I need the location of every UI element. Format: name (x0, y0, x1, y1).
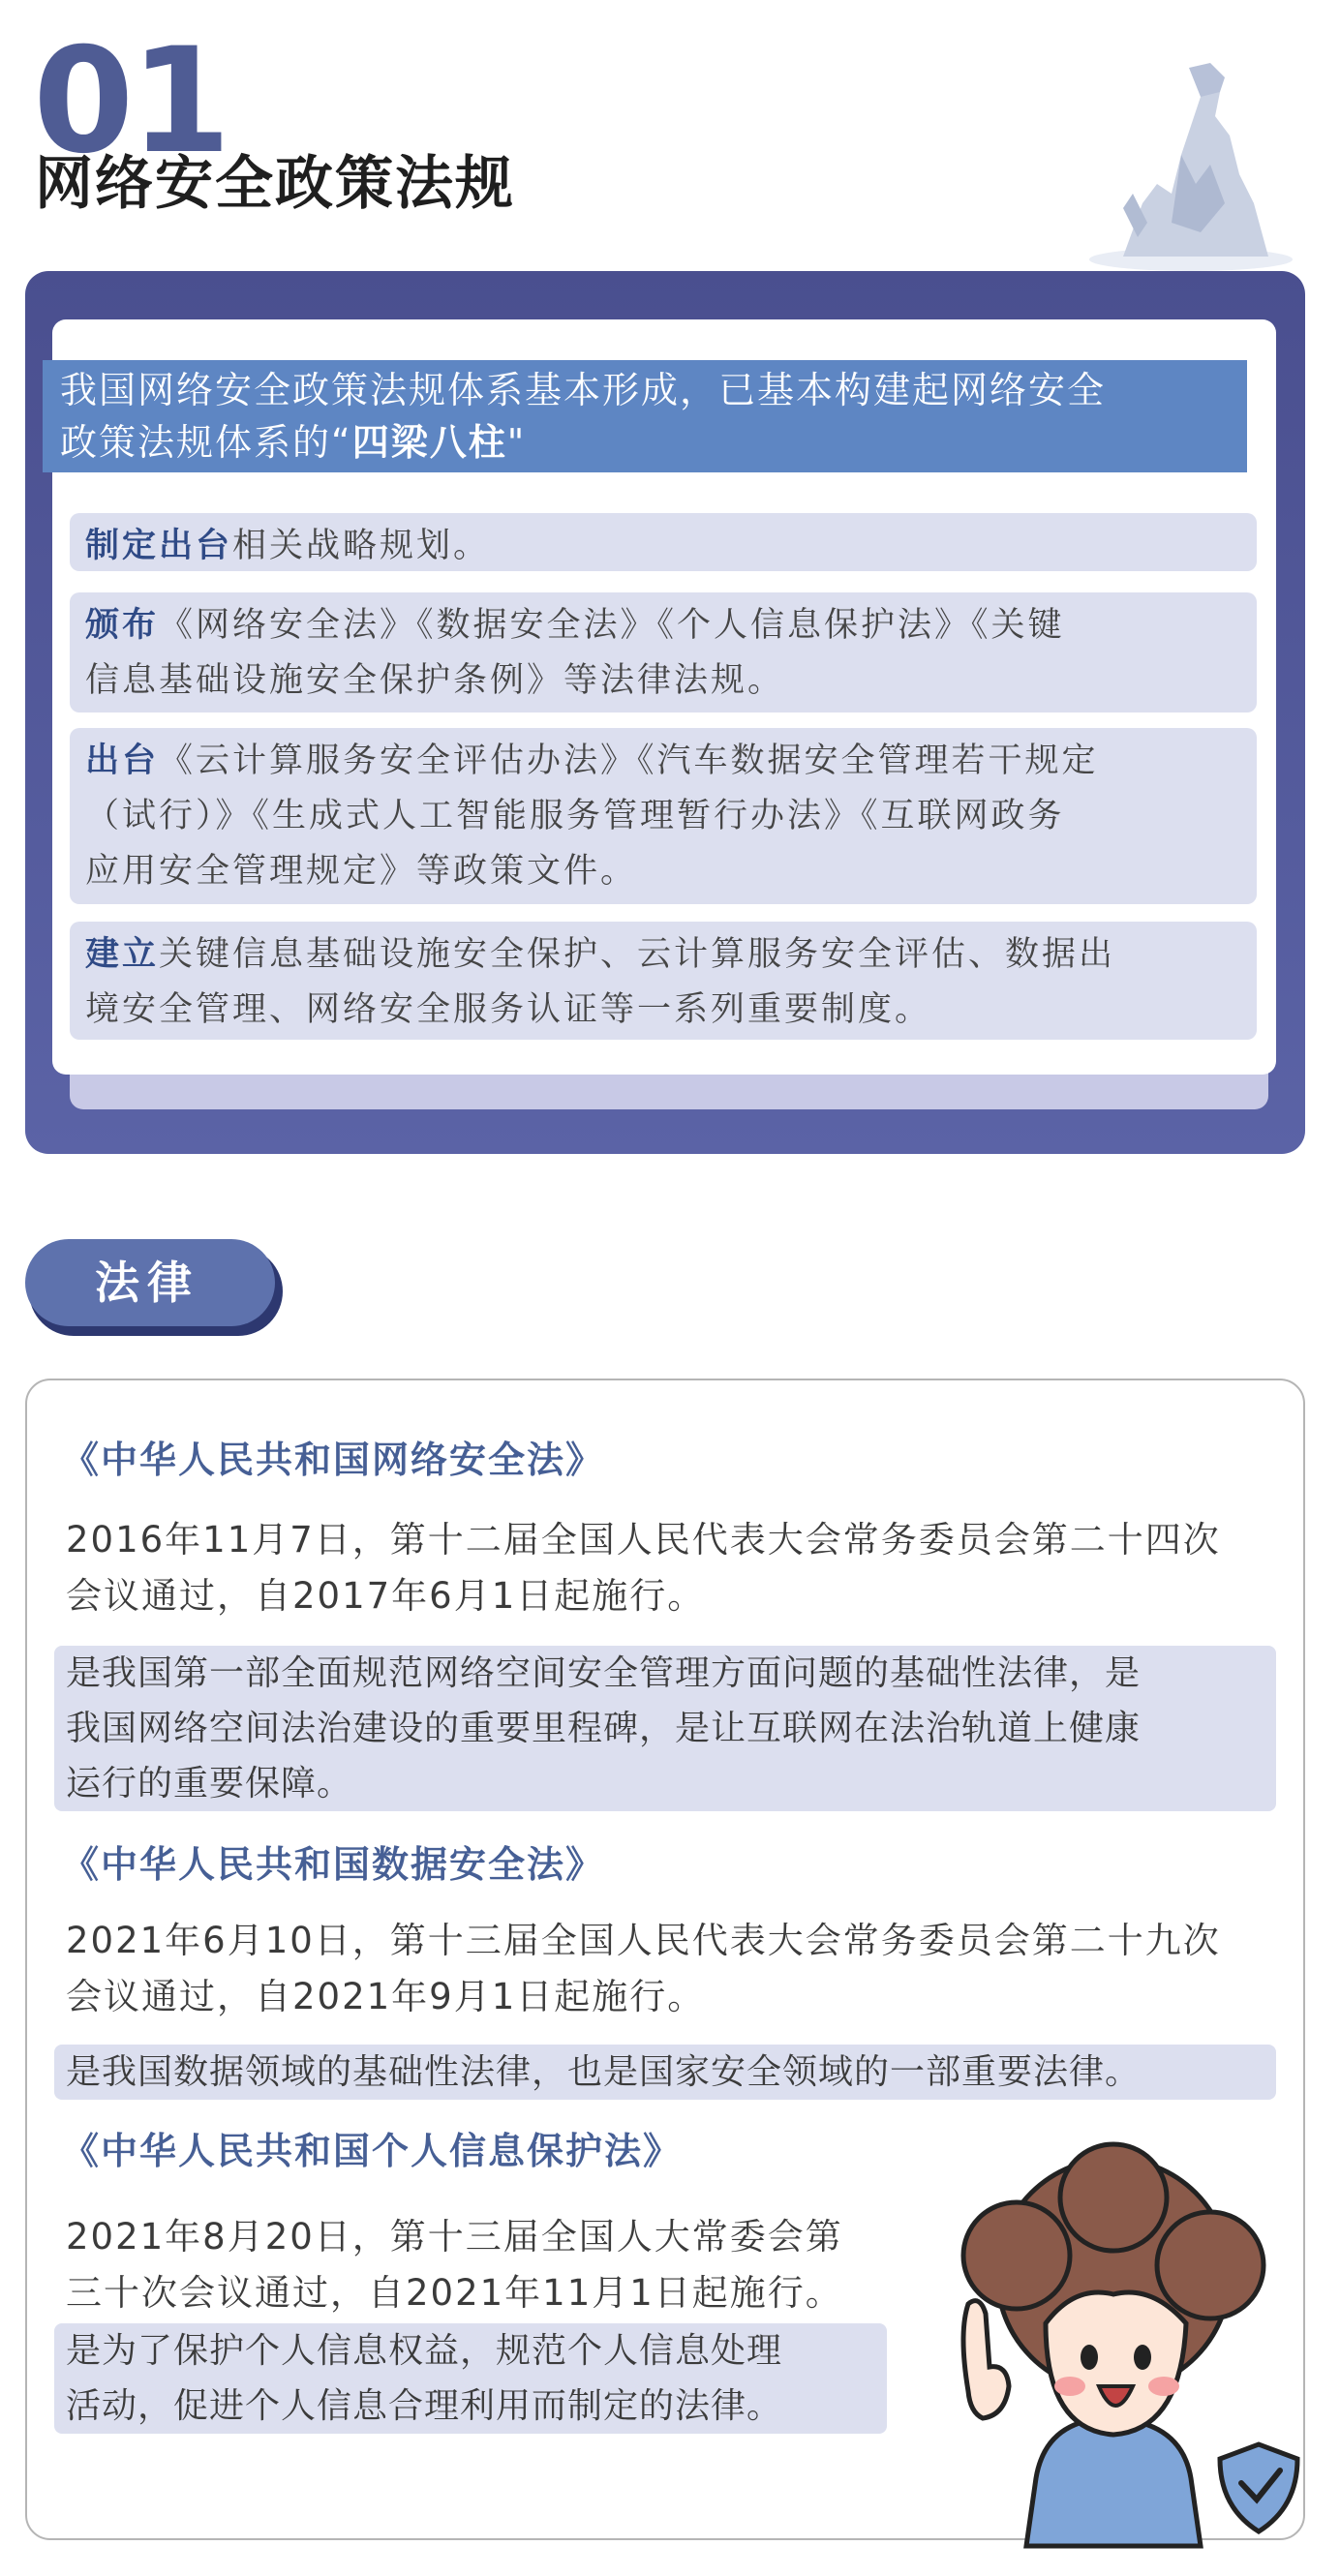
banner-line-2-prefix: 政策法规体系的“ (60, 421, 352, 464)
law-tag: 法律 (25, 1239, 275, 1326)
item-keyword: 出台 (85, 742, 160, 780)
date-line: 会议通过，自2021年9月1日起施行。 (66, 1976, 706, 2017)
desc-line: 活动，促进个人信息合理利用而制定的法律。 (66, 2386, 783, 2426)
law-title-data-security: 《中华人民共和国数据安全法》 (62, 1843, 605, 1886)
desc-line: 是为了保护个人信息权益，规范个人信息处理 (66, 2331, 783, 2371)
desc-line: 是我国第一部全面规范网络空间安全管理方面问题的基础性法律，是 (66, 1653, 1142, 1693)
banner-line-2 (60, 416, 1230, 469)
section-title: 网络安全政策法规 (35, 150, 515, 218)
item-line: 境安全管理、网络安全服务认证等一系列重要制度。 (85, 990, 932, 1029)
item-text: 《云计算服务安全评估办法》《汽车数据安全管理若干规定 (159, 742, 1099, 780)
item-text: 关键信息基础设施安全保护、云计算服务安全评估、数据出 (159, 935, 1116, 974)
item-line (85, 734, 1241, 789)
date-line: 2021年6月10日，第十三届全国人民代表大会常务委员会第二十九次 (66, 1920, 1221, 1961)
date-line: 三十次会议通过，自2021年11月1日起施行。 (66, 2272, 843, 2314)
banner-emphasis: 四梁八柱 (351, 421, 507, 464)
law-date-personal-info (66, 2209, 843, 2321)
law-title-personal-info: 《中华人民共和国个人信息保护法》 (62, 2130, 683, 2172)
policy-summary-banner (43, 360, 1247, 472)
law-date-data-security (66, 1913, 1221, 2025)
law-desc-data-security (54, 2045, 1276, 2100)
section-number: 01 (33, 17, 228, 186)
item-line: （试行）》《生成式人工智能服务管理暂行办法》《互联网政务 (85, 797, 1065, 835)
item-keyword: 制定出台 (85, 527, 233, 565)
banner-line-1: 我国网络安全政策法规体系基本形成，已基本构建起网络安全 (60, 369, 1107, 411)
desc-line: 我国网络空间法治建设的重要里程碑，是让互联网在法治轨道上健康 (66, 1709, 1142, 1748)
item-line (85, 927, 1241, 983)
item-line: 信息基础设施安全保护条例》等法律法规。 (85, 661, 785, 700)
banner-line-2-suffix: " (506, 421, 527, 464)
item-keyword: 颁布 (85, 606, 160, 645)
policy-item-strategy (70, 513, 1257, 571)
date-line: 会议通过，自2017年6月1日起施行。 (66, 1575, 706, 1617)
policy-item-laws (70, 592, 1257, 712)
policy-item-documents (70, 728, 1257, 904)
item-line (85, 598, 1241, 653)
date-line: 2021年8月20日，第十三届全国人大常委会第 (66, 2216, 843, 2258)
item-text: 相关战略规划。 (232, 527, 491, 565)
law-desc-cybersecurity (54, 1646, 1276, 1811)
item-line: 应用安全管理规定》等政策文件。 (85, 852, 638, 891)
law-title-cybersecurity: 《中华人民共和国网络安全法》 (62, 1439, 605, 1481)
item-text: 《网络安全法》《数据安全法》《个人信息保护法》《关键 (159, 606, 1065, 645)
policy-item-systems (70, 922, 1257, 1040)
goat-statue-illustration (1065, 39, 1297, 271)
cartoon-girl-illustration (900, 2159, 1307, 2546)
desc-line: 运行的重要保障。 (66, 1764, 353, 1803)
law-desc-personal-info (54, 2323, 887, 2434)
desc-line: 是我国数据领域的基础性法律，也是国家安全领域的一部重要法律。 (66, 2052, 1142, 2092)
item-keyword: 建立 (85, 935, 160, 974)
date-line: 2016年11月7日，第十二届全国人民代表大会常务委员会第二十四次 (66, 1519, 1221, 1561)
law-date-cybersecurity (66, 1512, 1221, 1624)
